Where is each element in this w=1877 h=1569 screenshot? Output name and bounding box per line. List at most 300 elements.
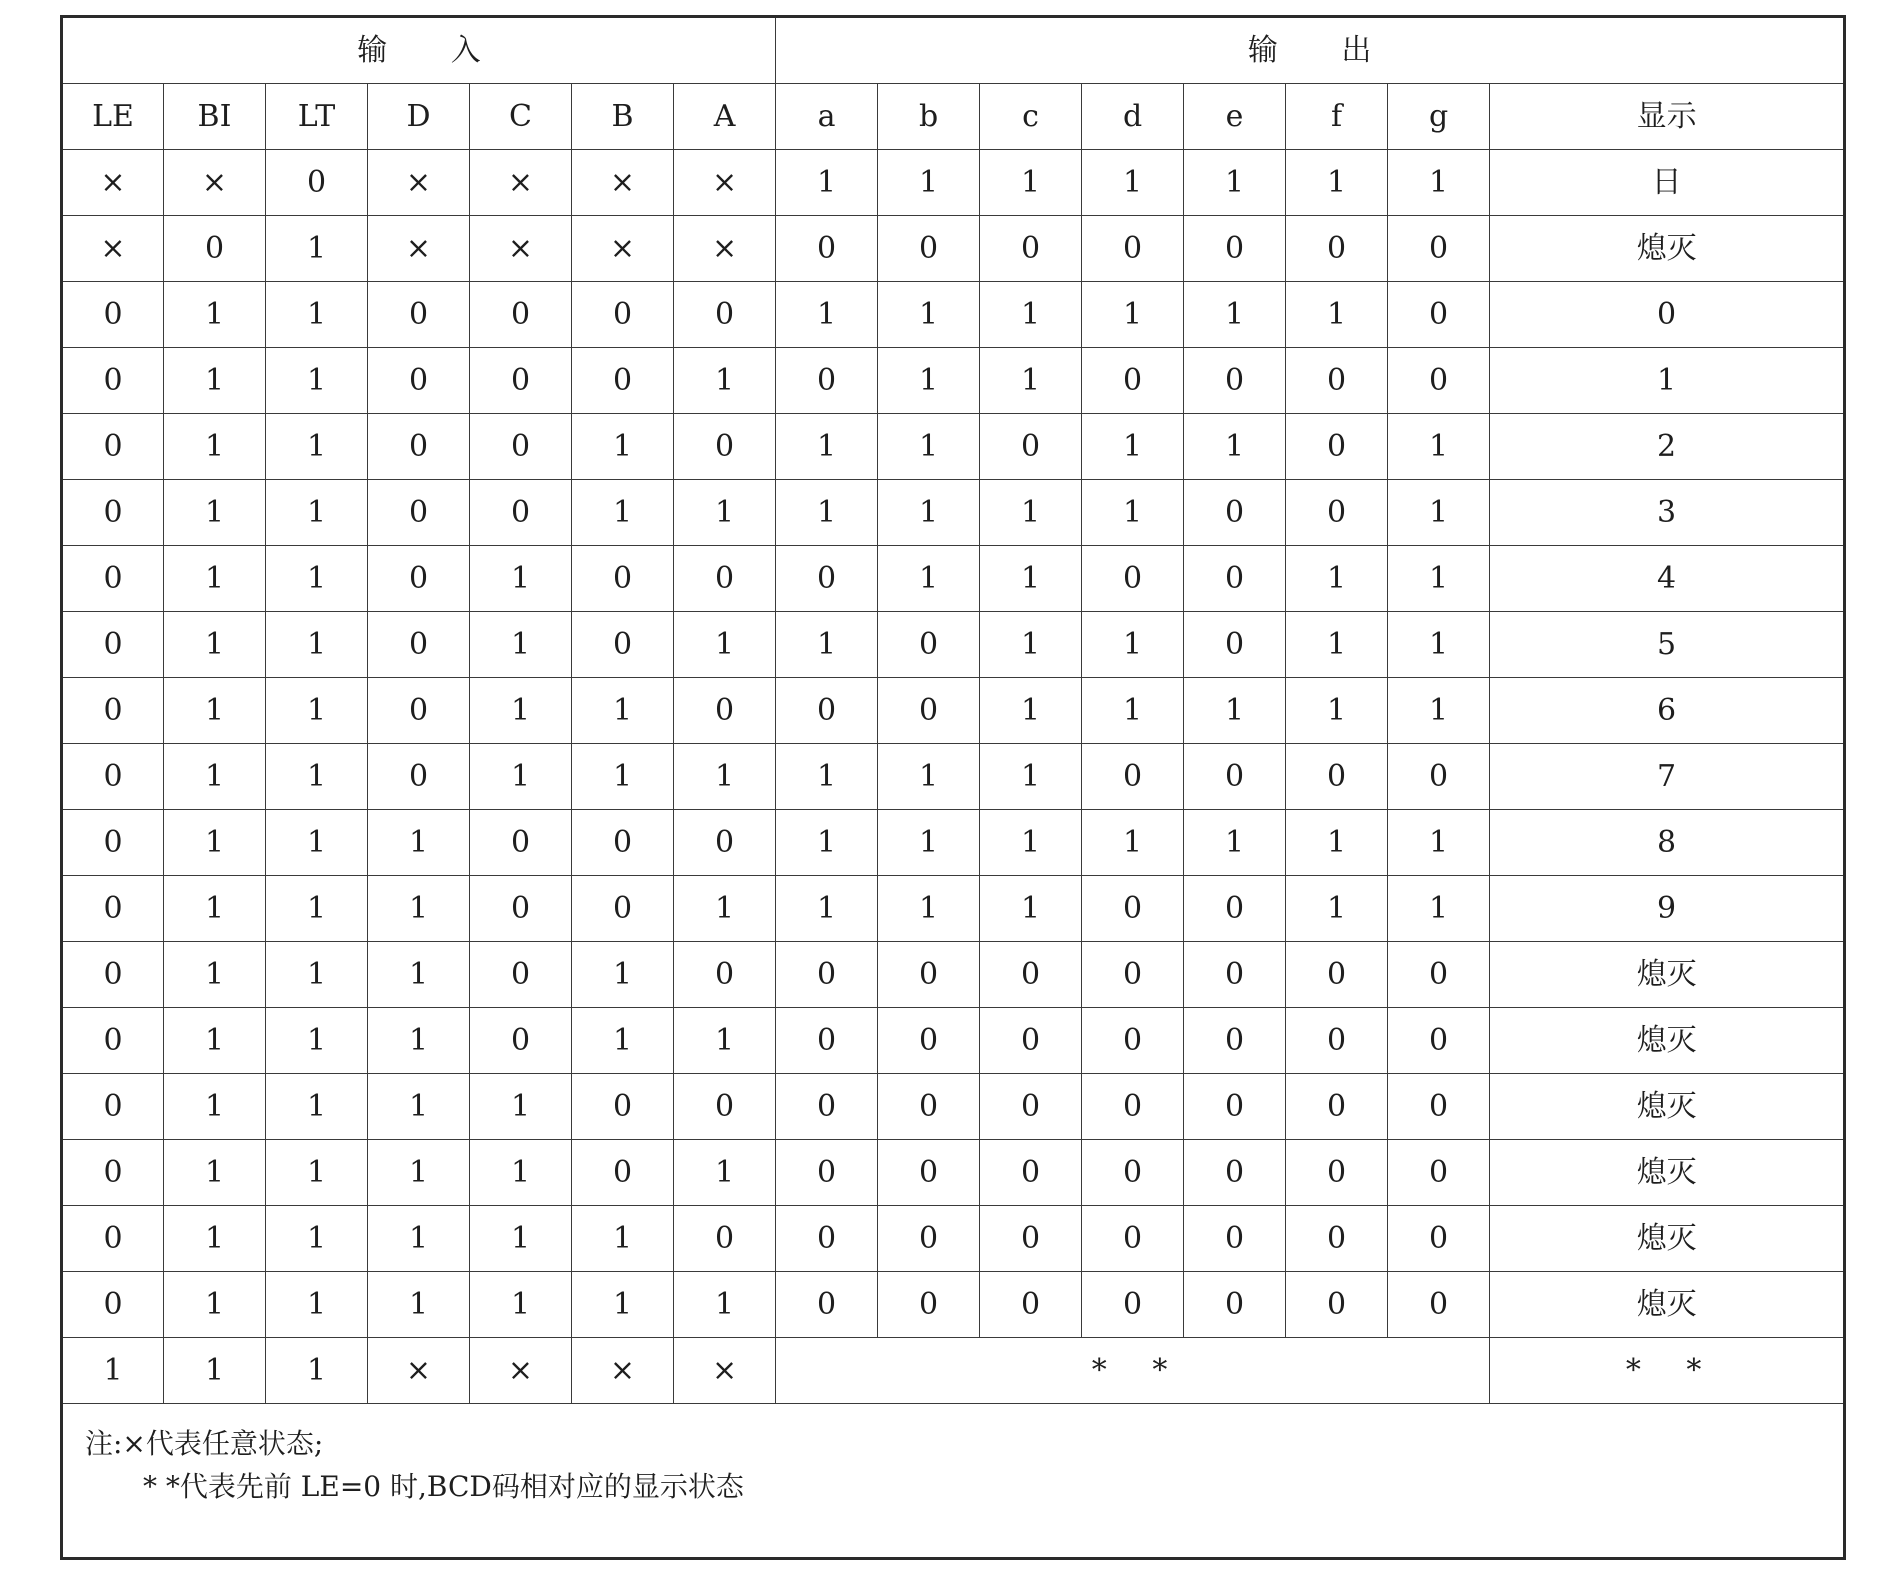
latch-input-cell: 1 — [62, 1338, 164, 1404]
display-cell: 7 — [1490, 744, 1845, 810]
column-header-g: g — [1388, 84, 1490, 150]
column-header-d: D — [368, 84, 470, 150]
segment-cell: 1 — [1388, 678, 1490, 744]
input-cell: 1 — [266, 546, 368, 612]
display-cell: 3 — [1490, 480, 1845, 546]
table-row — [62, 810, 1845, 876]
input-cell: × — [572, 216, 674, 282]
input-cell: 0 — [470, 942, 572, 1008]
segment-cell: 0 — [878, 1008, 980, 1074]
segment-cell: 1 — [1388, 150, 1490, 216]
segment-cell: 0 — [776, 1140, 878, 1206]
truth-table — [60, 15, 1846, 1560]
input-cell: 1 — [368, 1008, 470, 1074]
column-header-lt: LT — [266, 84, 368, 150]
input-cell: 0 — [62, 282, 164, 348]
segment-cell: 0 — [1286, 1140, 1388, 1206]
input-cell: 1 — [674, 348, 776, 414]
input-cell: 0 — [62, 1008, 164, 1074]
segment-cell: 1 — [1388, 546, 1490, 612]
segment-cell: 0 — [1082, 1206, 1184, 1272]
table-row — [62, 348, 1845, 414]
latch-input-cell: 1 — [266, 1338, 368, 1404]
input-cell: 0 — [62, 1272, 164, 1338]
group-header-row — [62, 17, 1845, 84]
latch-display-stars: * * — [1625, 1352, 1708, 1388]
column-header-a: a — [776, 84, 878, 150]
input-cell: 1 — [674, 744, 776, 810]
display-cell: 熄灭 — [1490, 1140, 1845, 1206]
segment-cell: 0 — [1184, 480, 1286, 546]
segment-cell: 0 — [776, 1272, 878, 1338]
column-header-f: f — [1286, 84, 1388, 150]
input-cell: × — [674, 150, 776, 216]
input-cell: 1 — [266, 1272, 368, 1338]
segment-cell: 1 — [980, 348, 1082, 414]
segment-cell: 0 — [1184, 1140, 1286, 1206]
input-cell: 1 — [164, 678, 266, 744]
column-header-row — [62, 84, 1845, 150]
input-cell: 1 — [572, 744, 674, 810]
segment-cell: 1 — [1286, 612, 1388, 678]
segment-cell: 0 — [776, 1008, 878, 1074]
segment-cell: 0 — [1082, 942, 1184, 1008]
table-row — [62, 612, 1845, 678]
segment-cell: 1 — [878, 744, 980, 810]
input-cell: 1 — [368, 942, 470, 1008]
input-cell: 0 — [62, 414, 164, 480]
input-cell: 1 — [572, 678, 674, 744]
input-cell: 1 — [368, 876, 470, 942]
column-header-e: e — [1184, 84, 1286, 150]
segment-cell: 0 — [980, 1140, 1082, 1206]
segment-cell: 0 — [1082, 876, 1184, 942]
segment-cell: 1 — [980, 678, 1082, 744]
segment-cell: 1 — [1286, 678, 1388, 744]
segment-cell: 1 — [878, 282, 980, 348]
input-cell: 1 — [470, 1206, 572, 1272]
input-cell: 1 — [164, 348, 266, 414]
input-cell: 0 — [62, 1140, 164, 1206]
segment-cell: 1 — [980, 744, 1082, 810]
segment-cell: 1 — [1286, 546, 1388, 612]
segment-cell: 0 — [1388, 216, 1490, 282]
input-cell: 1 — [674, 612, 776, 678]
input-cell: 1 — [368, 810, 470, 876]
segment-cell: 0 — [1286, 1074, 1388, 1140]
segment-cell: 0 — [1082, 348, 1184, 414]
segment-cell: 1 — [980, 612, 1082, 678]
input-cell: 1 — [266, 876, 368, 942]
input-cell: 0 — [674, 414, 776, 480]
input-cell: 0 — [62, 480, 164, 546]
display-cell: 熄灭 — [1490, 942, 1845, 1008]
input-cell: 1 — [164, 810, 266, 876]
segment-cell: 0 — [980, 942, 1082, 1008]
segment-cell: 1 — [980, 810, 1082, 876]
segment-cell: 0 — [1184, 216, 1286, 282]
segment-cell: 1 — [878, 348, 980, 414]
segment-cell: 1 — [878, 876, 980, 942]
segment-cell: 0 — [1184, 348, 1286, 414]
input-cell: 0 — [470, 810, 572, 876]
segment-cell: 1 — [878, 810, 980, 876]
input-cell: 0 — [470, 348, 572, 414]
input-cell: × — [368, 216, 470, 282]
segment-cell: 1 — [980, 150, 1082, 216]
input-cell: 1 — [266, 1074, 368, 1140]
segment-cell: 0 — [1184, 1206, 1286, 1272]
segment-cell: 1 — [1286, 282, 1388, 348]
latch-outputs-stars: * * — [1091, 1352, 1174, 1388]
input-cell: 0 — [62, 744, 164, 810]
segment-cell: 0 — [1388, 1140, 1490, 1206]
latch-input-cell: × — [572, 1338, 674, 1404]
segment-cell: 1 — [980, 546, 1082, 612]
table-row — [62, 150, 1845, 216]
input-cell: 1 — [164, 1074, 266, 1140]
segment-cell: 0 — [1286, 1272, 1388, 1338]
input-cell: 1 — [266, 414, 368, 480]
segment-cell: 0 — [1286, 1008, 1388, 1074]
input-cell: 1 — [164, 546, 266, 612]
input-cell: 0 — [368, 678, 470, 744]
input-cell: 0 — [470, 1008, 572, 1074]
segment-cell: 0 — [878, 216, 980, 282]
input-cell: × — [164, 150, 266, 216]
input-cell: 0 — [674, 942, 776, 1008]
segment-cell: 0 — [980, 216, 1082, 282]
segment-cell: 1 — [776, 810, 878, 876]
segment-cell: 0 — [1184, 942, 1286, 1008]
input-cell: 0 — [368, 744, 470, 810]
segment-cell: 1 — [1082, 612, 1184, 678]
input-cell: 1 — [470, 1140, 572, 1206]
segment-cell: 1 — [1184, 282, 1286, 348]
segment-cell: 0 — [1184, 744, 1286, 810]
display-cell: 4 — [1490, 546, 1845, 612]
segment-cell: 0 — [1082, 216, 1184, 282]
input-cell: 0 — [62, 546, 164, 612]
output-group-header — [776, 17, 1845, 84]
table-row — [62, 942, 1845, 1008]
segment-cell: 0 — [1082, 1074, 1184, 1140]
segment-cell: 0 — [1286, 1206, 1388, 1272]
input-cell: 0 — [572, 1140, 674, 1206]
input-cell: 1 — [674, 1140, 776, 1206]
display-cell: 9 — [1490, 876, 1845, 942]
input-cell: 0 — [62, 942, 164, 1008]
input-cell: 1 — [470, 678, 572, 744]
column-header-bi: BI — [164, 84, 266, 150]
segment-cell: 0 — [980, 1272, 1082, 1338]
segment-cell: 0 — [878, 1206, 980, 1272]
input-cell: 1 — [164, 1206, 266, 1272]
latch-outputs-cell — [776, 1338, 1490, 1404]
input-cell: 1 — [266, 1008, 368, 1074]
input-group-header — [62, 17, 776, 84]
segment-cell: 1 — [1082, 810, 1184, 876]
table-row — [62, 876, 1845, 942]
latch-input-cell: 1 — [164, 1338, 266, 1404]
segment-cell: 1 — [1184, 810, 1286, 876]
segment-cell: 0 — [1388, 348, 1490, 414]
table-row — [62, 1074, 1845, 1140]
input-cell: 0 — [572, 876, 674, 942]
input-cell: 1 — [266, 942, 368, 1008]
input-cell: 1 — [164, 1140, 266, 1206]
input-cell: 1 — [572, 1272, 674, 1338]
input-cell: 1 — [674, 1008, 776, 1074]
input-cell: 1 — [470, 612, 572, 678]
input-cell: × — [368, 150, 470, 216]
display-cell: 6 — [1490, 678, 1845, 744]
segment-cell: 1 — [980, 480, 1082, 546]
table-row — [62, 678, 1845, 744]
input-cell: 0 — [674, 282, 776, 348]
input-cell: 1 — [674, 1272, 776, 1338]
input-cell: 1 — [164, 1008, 266, 1074]
segment-cell: 1 — [878, 546, 980, 612]
display-cell: 日 — [1490, 150, 1845, 216]
input-cell: 0 — [62, 1206, 164, 1272]
display-cell: 熄灭 — [1490, 1074, 1845, 1140]
input-cell: 1 — [266, 678, 368, 744]
display-cell: 熄灭 — [1490, 1008, 1845, 1074]
column-header-b: b — [878, 84, 980, 150]
segment-cell: 0 — [1184, 876, 1286, 942]
segment-cell: 0 — [1184, 612, 1286, 678]
input-cell: × — [674, 216, 776, 282]
table-row — [62, 480, 1845, 546]
input-cell: 1 — [572, 414, 674, 480]
input-cell: × — [470, 216, 572, 282]
input-group-label: 输 入 — [357, 32, 508, 68]
segment-cell: 0 — [1286, 942, 1388, 1008]
segment-cell: 1 — [1286, 876, 1388, 942]
table-row — [62, 1206, 1845, 1272]
segment-cell: 0 — [878, 1074, 980, 1140]
input-cell: 0 — [572, 612, 674, 678]
segment-cell: 1 — [1082, 678, 1184, 744]
table-row — [62, 546, 1845, 612]
column-header-d: d — [1082, 84, 1184, 150]
input-cell: 0 — [368, 480, 470, 546]
input-cell: 1 — [164, 942, 266, 1008]
segment-cell: 0 — [1082, 1140, 1184, 1206]
note-line-2: * *代表先前 LE=0 时,BCD码相对应的显示状态 — [143, 1470, 744, 1504]
input-cell: 0 — [62, 612, 164, 678]
input-cell: 0 — [62, 810, 164, 876]
input-cell: × — [572, 150, 674, 216]
table-row — [62, 1272, 1845, 1338]
segment-cell: 1 — [1082, 282, 1184, 348]
segment-cell: 0 — [776, 348, 878, 414]
input-cell: 1 — [572, 942, 674, 1008]
input-cell: 0 — [368, 348, 470, 414]
input-cell: 1 — [266, 810, 368, 876]
segment-cell: 1 — [1388, 612, 1490, 678]
segment-cell: 1 — [776, 876, 878, 942]
input-cell: × — [62, 150, 164, 216]
segment-cell: 0 — [1286, 348, 1388, 414]
input-cell: 0 — [62, 876, 164, 942]
display-cell: 熄灭 — [1490, 216, 1845, 282]
segment-cell: 0 — [1184, 1272, 1286, 1338]
notes-cell — [62, 1404, 1845, 1559]
segment-cell: 0 — [980, 1008, 1082, 1074]
input-cell: 0 — [572, 282, 674, 348]
input-cell: × — [470, 150, 572, 216]
segment-cell: 0 — [1388, 1206, 1490, 1272]
segment-cell: 0 — [1388, 744, 1490, 810]
input-cell: 1 — [266, 744, 368, 810]
input-cell: 0 — [470, 282, 572, 348]
input-cell: 0 — [572, 546, 674, 612]
input-cell: 0 — [164, 216, 266, 282]
input-cell: 0 — [674, 678, 776, 744]
input-cell: 0 — [674, 1074, 776, 1140]
input-cell: 1 — [470, 1074, 572, 1140]
segment-cell: 1 — [776, 480, 878, 546]
notes-row — [62, 1404, 1845, 1559]
segment-cell: 1 — [980, 876, 1082, 942]
input-cell: 0 — [470, 876, 572, 942]
segment-cell: 0 — [1286, 216, 1388, 282]
segment-cell: 1 — [1184, 678, 1286, 744]
segment-cell: 0 — [1184, 1008, 1286, 1074]
input-cell: 1 — [368, 1272, 470, 1338]
segment-cell: 0 — [1286, 414, 1388, 480]
input-cell: 0 — [674, 546, 776, 612]
segment-cell: 0 — [1388, 282, 1490, 348]
segment-cell: 0 — [1082, 546, 1184, 612]
table-row — [62, 216, 1845, 282]
segment-cell: 0 — [980, 414, 1082, 480]
segment-cell: 0 — [980, 1074, 1082, 1140]
segment-cell: 0 — [1388, 1272, 1490, 1338]
segment-cell: 1 — [980, 282, 1082, 348]
display-cell: 1 — [1490, 348, 1845, 414]
latch-input-cell: × — [470, 1338, 572, 1404]
table-row — [62, 282, 1845, 348]
segment-cell: 1 — [1388, 480, 1490, 546]
column-header-c: c — [980, 84, 1082, 150]
segment-cell: 0 — [878, 1272, 980, 1338]
segment-cell: 1 — [878, 150, 980, 216]
input-cell: 1 — [368, 1140, 470, 1206]
column-header-显示: 显示 — [1490, 84, 1845, 150]
segment-cell: 0 — [1082, 1008, 1184, 1074]
display-cell: 5 — [1490, 612, 1845, 678]
input-cell: 1 — [368, 1074, 470, 1140]
display-cell: 2 — [1490, 414, 1845, 480]
table-row — [62, 744, 1845, 810]
display-cell: 熄灭 — [1490, 1272, 1845, 1338]
input-cell: 1 — [266, 480, 368, 546]
input-cell: 1 — [266, 1206, 368, 1272]
segment-cell: 1 — [1082, 414, 1184, 480]
segment-cell: 1 — [1184, 150, 1286, 216]
segment-cell: 0 — [1388, 1074, 1490, 1140]
input-cell: 0 — [62, 348, 164, 414]
input-cell: 1 — [572, 1008, 674, 1074]
segment-cell: 0 — [1388, 942, 1490, 1008]
segment-cell: 1 — [1388, 414, 1490, 480]
input-cell: 0 — [470, 414, 572, 480]
input-cell: 1 — [266, 348, 368, 414]
input-cell: 0 — [572, 1074, 674, 1140]
output-group-label: 输 出 — [1247, 32, 1399, 68]
column-header-c: C — [470, 84, 572, 150]
input-cell: 0 — [470, 480, 572, 546]
segment-cell: 0 — [776, 678, 878, 744]
segment-cell: 0 — [776, 942, 878, 1008]
segment-cell: 1 — [776, 612, 878, 678]
segment-cell: 1 — [1286, 810, 1388, 876]
column-header-a: A — [674, 84, 776, 150]
segment-cell: 1 — [878, 480, 980, 546]
table-row — [62, 1008, 1845, 1074]
segment-cell: 1 — [1286, 150, 1388, 216]
segment-cell: 1 — [1082, 150, 1184, 216]
input-cell: 0 — [368, 282, 470, 348]
input-cell: 1 — [572, 1206, 674, 1272]
display-cell: 8 — [1490, 810, 1845, 876]
segment-cell: 1 — [878, 414, 980, 480]
input-cell: 1 — [572, 480, 674, 546]
latch-display-cell — [1490, 1338, 1845, 1404]
segment-cell: 1 — [1082, 480, 1184, 546]
segment-cell: 1 — [776, 414, 878, 480]
display-cell: 0 — [1490, 282, 1845, 348]
input-cell: 1 — [164, 612, 266, 678]
input-cell: 1 — [470, 1272, 572, 1338]
latch-input-cell: × — [368, 1338, 470, 1404]
input-cell: 1 — [470, 744, 572, 810]
input-cell: 1 — [674, 876, 776, 942]
segment-cell: 0 — [1388, 1008, 1490, 1074]
segment-cell: 0 — [1082, 1272, 1184, 1338]
segment-cell: 0 — [1082, 744, 1184, 810]
input-cell: 1 — [266, 1140, 368, 1206]
input-cell: 1 — [164, 744, 266, 810]
input-cell: 1 — [674, 480, 776, 546]
note-line-1: 注:×代表任意状态; — [85, 1427, 324, 1460]
segment-cell: 0 — [1184, 1074, 1286, 1140]
segment-cell: 0 — [776, 546, 878, 612]
segment-cell: 1 — [776, 282, 878, 348]
input-cell: 0 — [572, 810, 674, 876]
column-header-le: LE — [62, 84, 164, 150]
table-row — [62, 414, 1845, 480]
input-cell: 1 — [164, 1272, 266, 1338]
input-cell: 1 — [164, 282, 266, 348]
segment-cell: 0 — [1286, 744, 1388, 810]
input-cell: 0 — [368, 546, 470, 612]
input-cell: 0 — [266, 150, 368, 216]
input-cell: 0 — [674, 1206, 776, 1272]
input-cell: 0 — [368, 612, 470, 678]
display-cell: 熄灭 — [1490, 1206, 1845, 1272]
input-cell: 1 — [164, 876, 266, 942]
segment-cell: 1 — [1388, 810, 1490, 876]
latch-input-cell: × — [674, 1338, 776, 1404]
segment-cell: 1 — [776, 744, 878, 810]
segment-cell: 0 — [1286, 480, 1388, 546]
segment-cell: 1 — [1388, 876, 1490, 942]
input-cell: 1 — [164, 414, 266, 480]
